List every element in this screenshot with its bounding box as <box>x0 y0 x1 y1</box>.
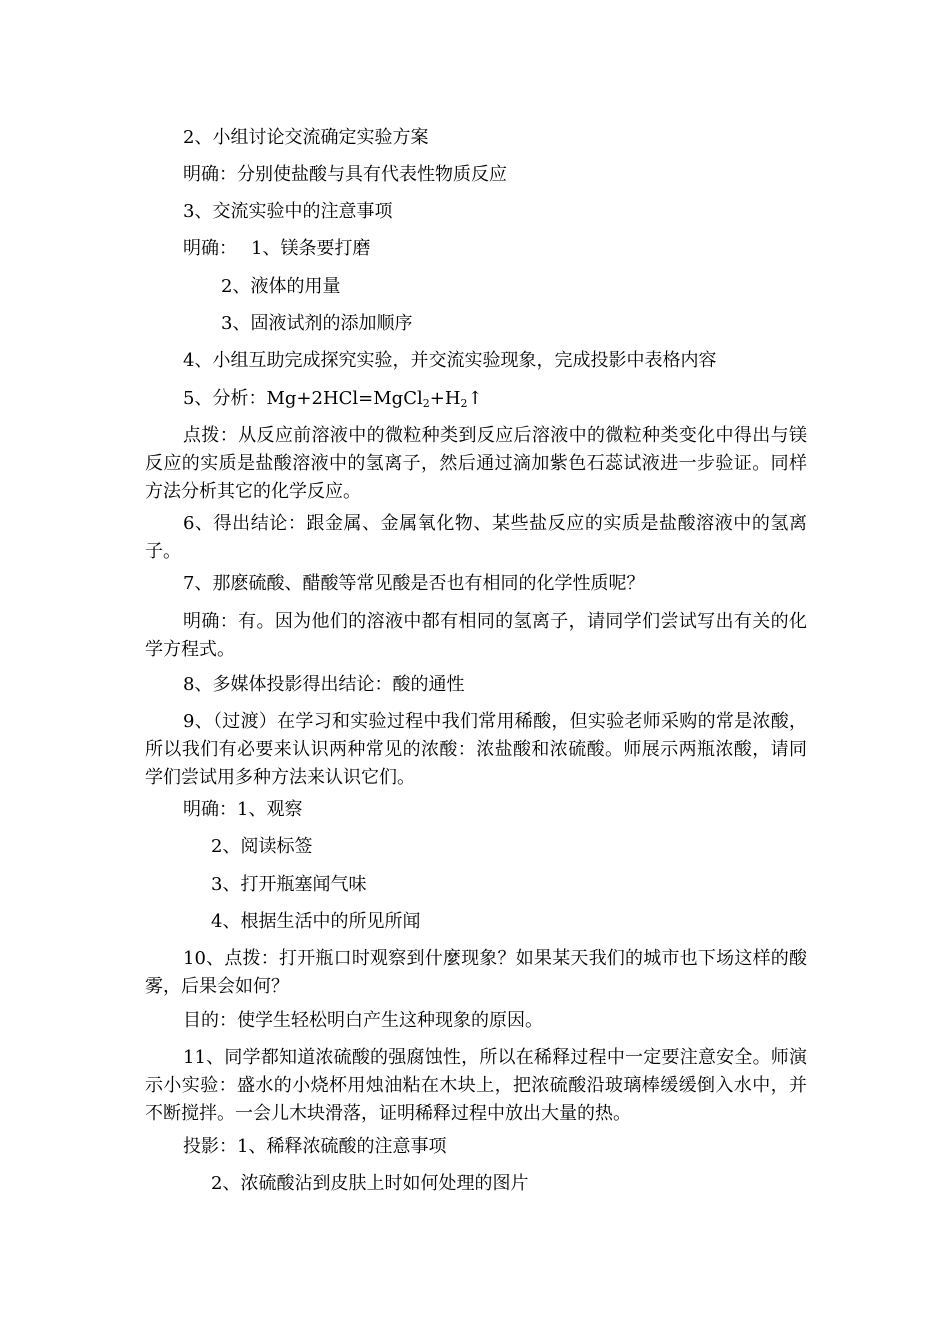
projection-item-2: 2、浓硫酸沾到皮肤上时如何处理的图片 <box>211 1173 529 1194</box>
method-smell: 3、打开瓶塞闻气味 <box>211 874 367 895</box>
clarify-hydrogen-ions: 明确：有。因为他们的溶液中都有相同的氢离子，请同学们尝试写出有关的化学方程式。 <box>145 611 807 660</box>
precaution-item-1: 1、镁条要打磨 <box>251 238 371 259</box>
step-5-analysis-equation <box>183 385 483 413</box>
projection-item-1: 投影：1、稀释浓硫酸的注意事项 <box>183 1136 447 1157</box>
clarify-react-hcl: 明确：分别使盐酸与具有代表性物质反应 <box>183 164 507 185</box>
equation-subscript-1: 2 <box>422 397 430 410</box>
step-3-precautions: 3、交流实验中的注意事项 <box>183 201 393 222</box>
equation-part-b: +H <box>429 388 461 409</box>
equation-subscript-2: 2 <box>460 397 468 410</box>
purpose-line: 目的：使学生轻松明白产生这种现象的原因。 <box>183 1010 543 1031</box>
step-10-hint: 10、点拨：打开瓶口时观察到什麼现象？如果某天我们的城市也下场这样的酸雾，后果会如何？ <box>145 948 807 997</box>
clarify-label: 明确： <box>183 238 237 259</box>
analysis-label: 5、分析： <box>183 388 267 409</box>
gas-arrow-icon: ↑ <box>467 388 483 409</box>
method-read-label: 2、阅读标签 <box>211 836 313 857</box>
step-8-multimedia-conclusion: 8、多媒体投影得出结论：酸的通性 <box>183 674 465 695</box>
method-life-experience: 4、根据生活中的所见所闻 <box>211 911 421 932</box>
step-9-transition: 9、（过渡）在学习和实验过程中我们常用稀酸，但实验老师采购的常是浓酸，所以我们有必要来认识两种常见的浓酸：浓盐酸和浓硫酸。师展示两瓶浓酸，请同学们尝试用多种方法来认识它们。 <box>145 711 807 788</box>
clarify-precaution-1 <box>183 235 370 263</box>
step-2-discuss-plan: 2、小组讨论交流确定实验方案 <box>183 127 429 148</box>
step-11-dilution-demo: 11、同学都知道浓硫酸的强腐蚀性，所以在稀释过程中一定要注意安全。师演示小实验：盛水的小烧杯用烛油粘在木块上，把浓硫酸沿玻璃棒缓缓倒入水中，并不断搅拌。一会儿木块滑落，证明稀释过程中放出大量的热。 <box>145 1047 807 1124</box>
step-7-question: 7、那麽硫酸、醋酸等常见酸是否也有相同的化学性质呢？ <box>183 573 645 594</box>
step-4-group-experiment: 4、小组互助完成探究实验，并交流实验现象，完成投影中表格内容 <box>183 350 717 371</box>
clarify-observe: 明确：1、观察 <box>183 799 303 820</box>
step-6-conclusion: 6、得出结论：跟金属、金属氧化物、某些盐反应的实质是盐酸溶液中的氢离子。 <box>145 513 807 562</box>
hint-paragraph-reaction-essence: 点拨：从反应前溶液中的微粒种类到反应后溶液中的微粒种类变化中得出与镁反应的实质是盐酸溶液中的氢离子，然后通过滴加紫色石蕊试液进一步验证。同样方法分析其它的化学反应。 <box>145 425 807 502</box>
precaution-item-3: 3、固液试剂的添加顺序 <box>221 313 413 334</box>
equation-part-a: Mg+2HCl=MgCl <box>266 388 423 409</box>
precaution-item-2: 2、液体的用量 <box>221 276 341 297</box>
